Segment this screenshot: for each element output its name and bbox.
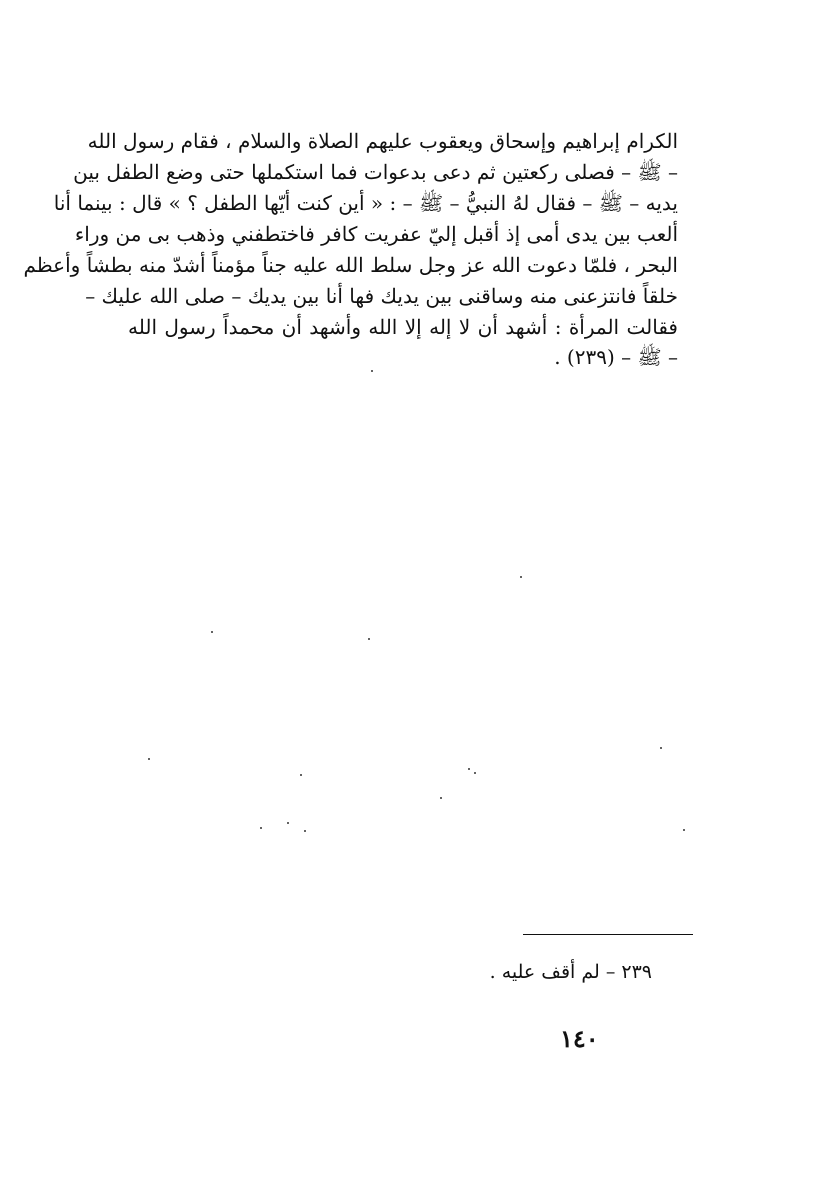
scan-speck xyxy=(371,370,373,372)
scan-speck xyxy=(660,747,662,749)
text-line: – ﷺ – فصلى ركعتين ثم دعى بدعوات فما استكملها حتى وضع الطفل بين xyxy=(73,160,678,184)
text-line: فقالت المرأة : أشهد أن لا إله إلا الله وأشهد أن محمداً رسول الله xyxy=(128,315,678,339)
footnote-separator xyxy=(523,934,693,935)
scan-speck xyxy=(304,830,306,832)
text-line: ألعب بين يدى أمى إذ أقبل إليّ عفريت كافر فاختطفني وذهب بى من وراء xyxy=(74,222,678,246)
text-line: خلقاً فانتزعنى منه وساقنى بين يديك فها أنا بين يديك – صلى الله عليك – xyxy=(85,284,678,308)
text-line: البحر ، فلمّا دعوت الله عز وجل سلط الله عليه جناً مؤمناً أشدّ منه بطشاً وأعظم xyxy=(23,253,678,277)
page-number: ١٤٠ xyxy=(560,1024,599,1053)
footnote: ٢٣٩ – لم أقف عليه . xyxy=(489,961,652,983)
scan-speck xyxy=(211,631,213,633)
text-line: يديه – ﷺ – فقال لهُ النبيُّ – ﷺ – : « أين كنت أيّها الطفل ؟ » قال : بينما أنا xyxy=(53,191,678,215)
main-text-block xyxy=(23,126,678,371)
text-line: الكرام إبراهيم وإسحاق ويعقوب عليهم الصلاة والسلام ، فقام رسول الله xyxy=(87,129,678,153)
scan-speck xyxy=(260,827,262,829)
scan-speck xyxy=(468,768,470,770)
scan-speck xyxy=(300,774,302,776)
scan-speck xyxy=(683,829,685,831)
scan-speck xyxy=(520,576,522,578)
scan-speck xyxy=(148,758,150,760)
scan-speck xyxy=(474,772,476,774)
scan-speck xyxy=(440,797,442,799)
scan-speck xyxy=(368,638,370,640)
text-line: – ﷺ – (٢٣٩) . xyxy=(554,345,678,369)
scan-speck xyxy=(287,822,289,824)
